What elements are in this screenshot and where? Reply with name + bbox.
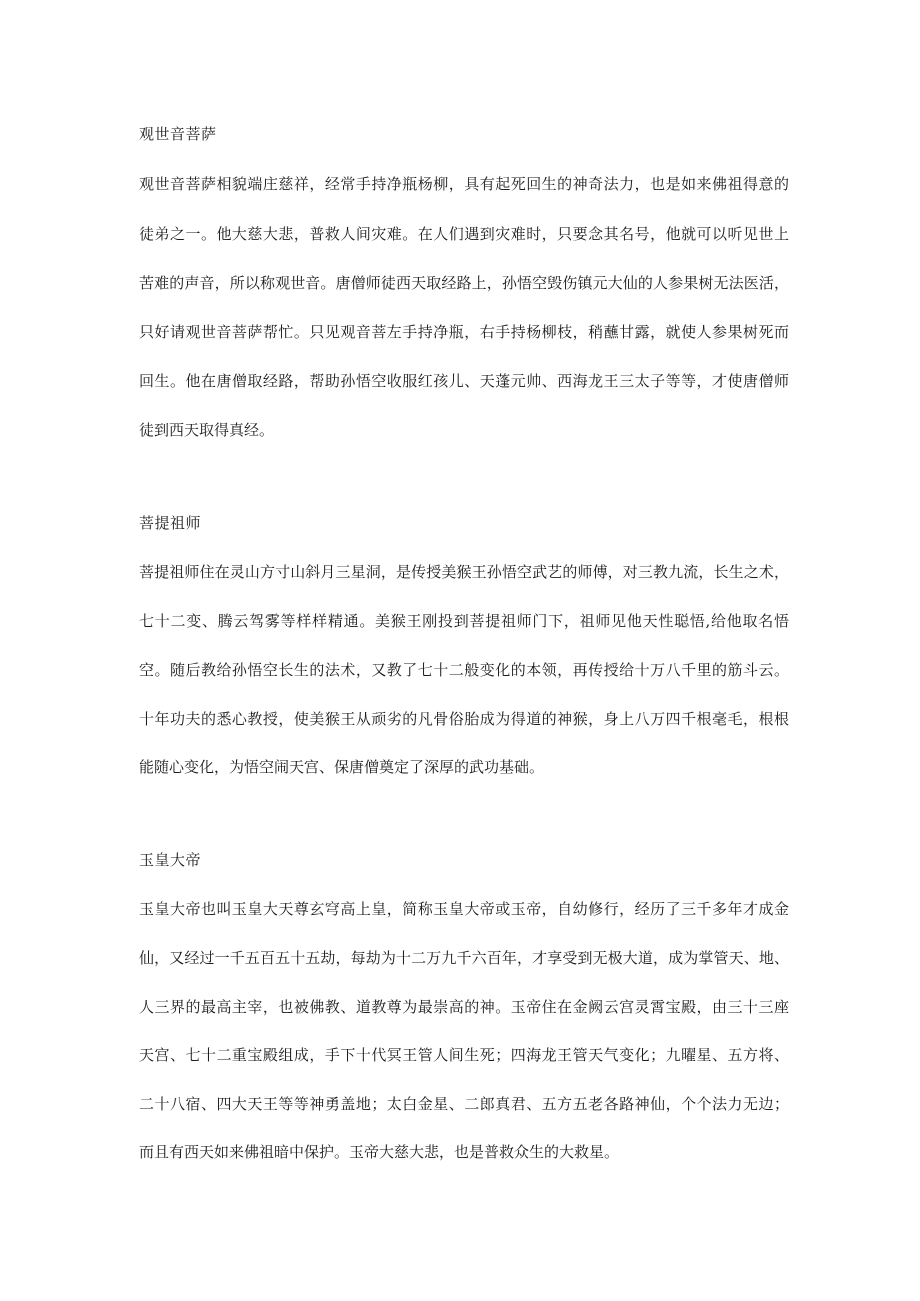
- section-puti: [139, 513, 789, 533]
- section-yuhuang-body-1: [139, 899, 789, 919]
- paragraph-line: 十年功夫的悉心教授，使美猴王从顽劣的凡骨俗胎成为得道的神猴，身上八万四千根毫毛，根根: [139, 710, 789, 728]
- section-yuhuang-body-5: [139, 1094, 789, 1114]
- paragraph-line: 空。随后教给孙悟空长生的法术，又教了七十二般变化的本领，再传授给十万八千里的筋斗云。: [139, 661, 789, 679]
- section-guanyin-body: [139, 174, 789, 194]
- paragraph-line: 能随心变化，为悟空闹天宫、保唐僧奠定了深厚的武功基础。: [139, 758, 545, 776]
- section-puti-body-2: [139, 611, 789, 631]
- paragraph-line: 徒到西天取得真经。: [139, 421, 275, 439]
- section-guanyin-body-3: [139, 273, 789, 293]
- paragraph-line: 仙，又经过一千五百五十五劫，每劫为十二万九千六百年，才享受到无极大道，成为掌管天、地、: [139, 949, 789, 967]
- section-yuhuang-body-2: [139, 948, 789, 968]
- section-yuhuang-body-6: [139, 1142, 789, 1162]
- paragraph-line: 天宫、七十二重宝殿组成，手下十代冥王管人间生死；四海龙王管天气变化；九曜星、五方将、: [139, 1046, 789, 1064]
- paragraph-line: 人三界的最高主宰，也被佛教、道教尊为最崇高的神。玉帝住在金阙云宫灵霄宝殿，由三十三座: [139, 998, 789, 1016]
- paragraph-line: 只好请观世音菩萨帮忙。只见观音菩左手持净瓶，右手持杨柳枝，稍蘸甘露，就使人参果树死而: [139, 323, 789, 341]
- paragraph-line: 而且有西天如来佛祖暗中保护。玉帝大慈大悲，也是普救众生的大救星。: [139, 1143, 620, 1161]
- section-yuhuang: [139, 850, 789, 870]
- paragraph-line: 观世音菩萨相貌端庄慈祥，经常手持净瓶杨柳，具有起死回生的神奇法力，也是如来佛祖得意的: [139, 175, 789, 193]
- section-puti-body-1: [139, 562, 789, 582]
- section-puti-body-3: [139, 660, 789, 680]
- paragraph-line: 七十二变、腾云驾雾等样样精通。美猴王刚投到菩提祖师门下，祖师见他天性聪悟,给他取名悟: [139, 612, 789, 630]
- section-title: 菩提祖师: [139, 514, 202, 532]
- section-puti-body-5: [139, 757, 789, 777]
- paragraph-line: 苦难的声音，所以称观世音。唐僧师徒西天取经路上，孙悟空毁伤镇元大仙的人参果树无法医活，: [139, 274, 789, 292]
- section-yuhuang-body-4: [139, 1045, 789, 1065]
- paragraph-line: 徒弟之一。他大慈大悲，普救人间灾难。在人们遇到灾难时，只要念其名号，他就可以听见世上: [139, 225, 789, 243]
- paragraph-line: 玉皇大帝也叫玉皇大天尊玄穹高上皇，简称玉皇大帝或玉帝，自幼修行，经历了三千多年才成金: [139, 900, 789, 918]
- paragraph-line: 二十八宿、四大天王等等神勇盖地；太白金星、二郎真君、五方五老各路神仙，个个法力无边；: [139, 1095, 789, 1113]
- paragraph-line: 菩提祖师住在灵山方寸山斜月三星洞，是传授美猴王孙悟空武艺的师傅，对三教九流，长生之术，: [139, 563, 789, 581]
- section-yuhuang-body-3: [139, 997, 789, 1017]
- section-guanyin-body-2: [139, 224, 789, 244]
- section-guanyin-body-5: [139, 371, 789, 391]
- section-title: 观世音菩萨: [139, 125, 217, 143]
- section-title: 玉皇大帝: [139, 851, 202, 869]
- section-guanyin-body-6: [139, 420, 789, 440]
- paragraph-line: 回生。他在唐僧取经路，帮助孙悟空收服红孩儿、天蓬元帅、西海龙王三太子等等，才使唐僧师: [139, 372, 789, 390]
- section-guanyin: [139, 124, 789, 144]
- section-guanyin-body-4: [139, 322, 789, 342]
- section-puti-body-4: [139, 709, 789, 729]
